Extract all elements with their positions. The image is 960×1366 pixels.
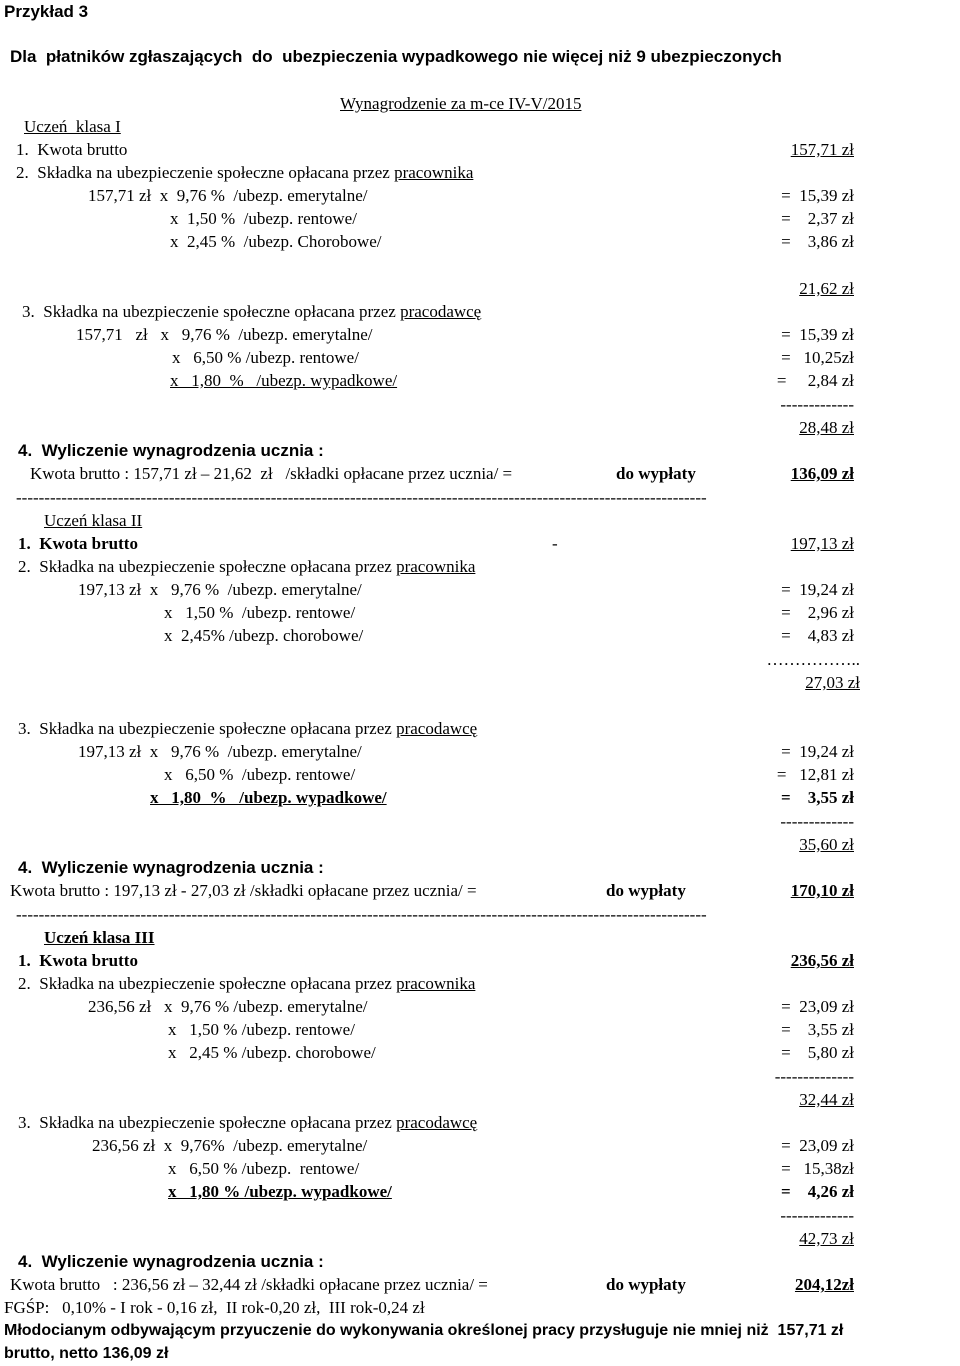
class2-payout-value: 170,10 zł	[790, 881, 854, 900]
class2-emp-row1-label: 197,13 zł x 9,76 % /ubezp. emerytalne/	[78, 580, 362, 599]
class3-employee-total: 32,44 zł	[799, 1090, 854, 1109]
period-heading: Wynagrodzenie za m-ce IV-V/2015	[340, 94, 582, 113]
class3-employee-dashes: --------------	[774, 1067, 854, 1086]
class3-emp-row1-label: 236,56 zł x 9,76 % /ubezp. emerytalne/	[88, 997, 368, 1016]
class3-empr-row2-label: x 6,50 % /ubezp. rentowe/	[168, 1159, 360, 1178]
class1-empr-row1-label: 157,71 zł x 9,76 % /ubezp. emerytalne/	[76, 325, 373, 344]
class2-empr-row2-value: = 12,81 zł	[776, 765, 854, 784]
class2-gross-label: 1. Kwota brutto	[18, 534, 138, 553]
fgsp-note: FGŚP: 0,10% - I rok - 0,16 zł, II rok-0,20 zł, III rok-0,24 zł	[4, 1298, 425, 1317]
class1-empr-row2-value: = 10,25zł	[781, 348, 854, 367]
class2-empr-row3-value: = 3,55 zł	[781, 788, 854, 807]
class3-emp-row3-label: x 2,45 % /ubezp. chorobowe/	[168, 1043, 376, 1062]
class3-payout-value: 204,12zł	[794, 1275, 854, 1294]
class3-payout-label: do wypłaty	[606, 1275, 686, 1294]
page-subtitle: Dla płatników zgłaszających do ubezpieczenia wypadkowego nie więcej niż 9 ubezpieczonych	[10, 47, 782, 66]
class2-employee-total: 27,03 zł	[805, 673, 860, 692]
class2-employee-heading: 2. Składka na ubezpieczenie społeczne opłacana przez pracownika	[18, 557, 476, 576]
class2-emp-row3-label: x 2,45% /ubezp. chorobowe/	[164, 626, 364, 645]
class1-employer-total: 28,48 zł	[799, 418, 854, 437]
class3-employer-dashes: -------------	[780, 1206, 854, 1225]
class2-heading: Uczeń klasa II	[44, 511, 143, 530]
class3-empr-row2-value: = 15,38zł	[781, 1159, 854, 1178]
class1-employer-dashes: -------------	[780, 395, 854, 414]
class3-employer-total: 42,73 zł	[799, 1229, 854, 1248]
class1-payout-label: do wypłaty	[616, 464, 696, 483]
class1-calc-heading: 4. Wyliczenie wynagrodzenia ucznia :	[18, 441, 324, 460]
class2-payout-label: do wypłaty	[606, 881, 686, 900]
class1-empr-row3-label: x 1,80 % /ubezp. wypadkowe/	[170, 371, 398, 390]
class2-empr-row2-label: x 6,50 % /ubezp. rentowe/	[164, 765, 356, 784]
class3-emp-row3-value: = 5,80 zł	[781, 1043, 854, 1062]
class1-employee-total: 21,62 zł	[799, 279, 854, 298]
class2-employer-heading: 3. Składka na ubezpieczenie społeczne opłacana przez pracodawcę	[18, 719, 478, 738]
class3-empr-row1-label: 236,56 zł x 9,76% /ubezp. emerytalne/	[92, 1136, 368, 1155]
class2-gross-value: 197,13 zł	[790, 534, 854, 553]
class1-emp-row1-label: 157,71 zł x 9,76 % /ubezp. emerytalne/	[88, 186, 368, 205]
class2-calc-heading: 4. Wyliczenie wynagrodzenia ucznia :	[18, 858, 324, 877]
class1-gross-value: 157,71 zł	[790, 140, 854, 159]
class1-emp-row3-value: = 3,86 zł	[781, 232, 854, 251]
class2-empr-row3-label: x 1,80 % /ubezp. wypadkowe/	[150, 788, 387, 807]
class3-calc-heading: 4. Wyliczenie wynagrodzenia ucznia :	[18, 1252, 324, 1271]
class1-empr-row3-value: = 2,84 zł	[776, 371, 854, 390]
class2-emp-row2-label: x 1,50 % /ubezp. rentowe/	[164, 603, 356, 622]
class1-emp-row1-value: = 15,39 zł	[781, 186, 854, 205]
separator-2: --------------------------------------------------------------------------------------------------------------------------	[16, 905, 707, 924]
class3-calc-line: Kwota brutto : 236,56 zł – 32,44 zł /składki opłacane przez ucznia/ =	[10, 1275, 488, 1294]
class2-empr-row1-label: 197,13 zł x 9,76 % /ubezp. emerytalne/	[78, 742, 362, 761]
minimum-wage-note-line2: brutto, netto 136,09 zł	[4, 1345, 169, 1362]
minimum-wage-note-line1: Młodocianym odbywającym przyuczenie do wykonywania określonej pracy przysługuje nie mniej niż 157,71 zł	[4, 1322, 844, 1339]
class1-employee-heading: 2. Składka na ubezpieczenie społeczne opłacana przez pracownika	[16, 163, 474, 182]
class2-emp-row3-value: = 4,83 zł	[781, 626, 854, 645]
class2-employer-dashes: -------------	[780, 812, 854, 831]
class1-calc-line: Kwota brutto : 157,71 zł – 21,62 zł /składki opłacane przez ucznia/ =	[30, 464, 513, 483]
class2-empr-row1-value: = 19,24 zł	[781, 742, 854, 761]
class1-gross-label: 1. Kwota brutto	[16, 140, 128, 159]
separator-1: --------------------------------------------------------------------------------------------------------------------------	[16, 488, 707, 507]
class2-employer-total: 35,60 zł	[799, 835, 854, 854]
class1-emp-row2-value: = 2,37 zł	[781, 209, 854, 228]
class3-empr-row1-value: = 23,09 zł	[781, 1136, 854, 1155]
class1-empr-row1-value: = 15,39 zł	[781, 325, 854, 344]
class2-emp-row2-value: = 2,96 zł	[781, 603, 854, 622]
class1-heading: Uczeń klasa I	[24, 117, 121, 136]
class2-calc-line: Kwota brutto : 197,13 zł - 27,03 zł /składki opłacane przez ucznia/ =	[10, 881, 477, 900]
class2-gross-dash: -	[552, 534, 558, 553]
class2-employee-dots: ……………..	[766, 650, 860, 669]
class3-emp-row2-value: = 3,55 zł	[781, 1020, 854, 1039]
class3-empr-row3-label: x 1,80 % /ubezp. wypadkowe/	[168, 1182, 392, 1201]
class3-empr-row3-value: = 4,26 zł	[781, 1182, 854, 1201]
class3-gross-value: 236,56 zł	[790, 951, 854, 970]
class3-gross-label: 1. Kwota brutto	[18, 951, 138, 970]
class3-heading: Uczeń klasa III	[44, 928, 155, 947]
class1-emp-row2-label: x 1,50 % /ubezp. rentowe/	[170, 209, 357, 228]
class3-employee-heading: 2. Składka na ubezpieczenie społeczne opłacana przez pracownika	[18, 974, 476, 993]
class3-emp-row2-label: x 1,50 % /ubezp. rentowe/	[168, 1020, 355, 1039]
class2-emp-row1-value: = 19,24 zł	[781, 580, 854, 599]
class3-employer-heading: 3. Składka na ubezpieczenie społeczne opłacana przez pracodawcę	[18, 1113, 478, 1132]
class3-emp-row1-value: = 23,09 zł	[781, 997, 854, 1016]
class1-empr-row2-label: x 6,50 % /ubezp. rentowe/	[172, 348, 359, 367]
page-title: Przykład 3	[4, 2, 89, 21]
class1-employer-heading: 3. Składka na ubezpieczenie społeczne opłacana przez pracodawcę	[22, 302, 482, 321]
class1-emp-row3-label: x 2,45 % /ubezp. Chorobowe/	[170, 232, 382, 251]
class1-payout-value: 136,09 zł	[790, 464, 854, 483]
